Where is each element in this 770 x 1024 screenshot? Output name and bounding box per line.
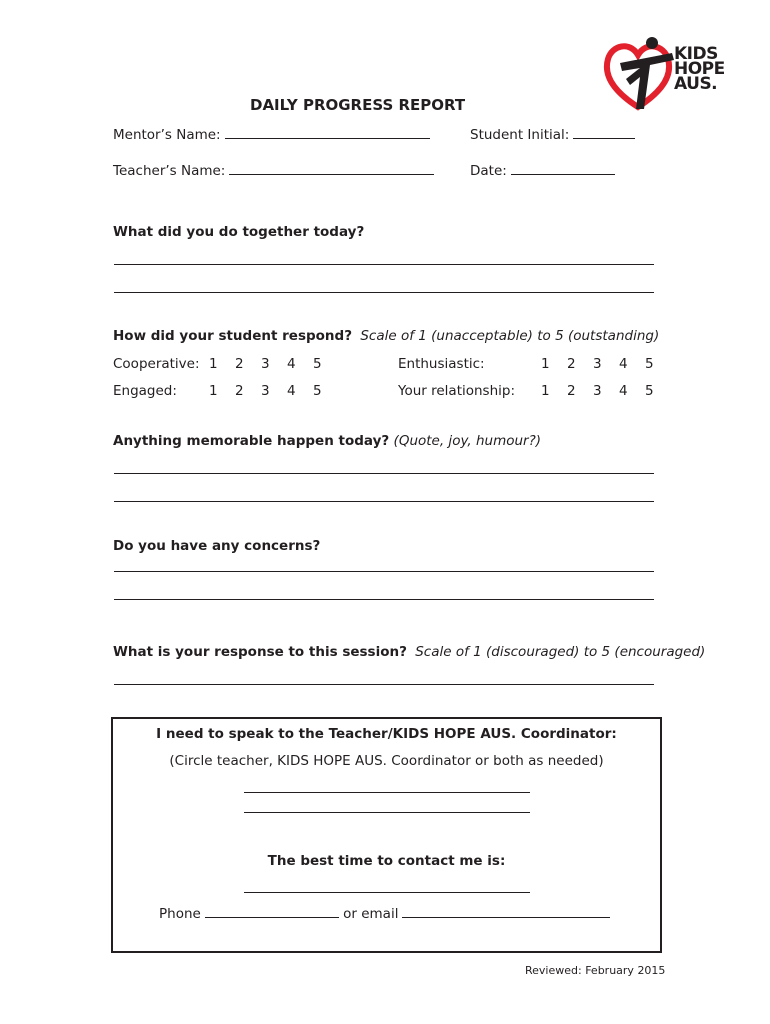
rating-option[interactable]: 5 (645, 356, 654, 372)
logo-text-hope: HOPE (674, 59, 725, 79)
logo-text-kids: KIDS (674, 44, 718, 64)
mentor-name-label: Mentor’s Name: (113, 127, 221, 143)
student-initial-field[interactable] (470, 127, 635, 143)
rating-option[interactable]: 2 (235, 356, 244, 372)
rating-option[interactable]: 2 (567, 356, 576, 372)
best-time-label: The best time to contact me is: (267, 853, 506, 869)
contact-name-line[interactable] (244, 792, 530, 793)
q4-answer-line[interactable] (114, 571, 654, 572)
q3-label: Anything memorable happen today? (113, 433, 390, 449)
q5-heading (113, 644, 705, 660)
q3-answer-line[interactable] (114, 473, 654, 474)
email-line[interactable] (402, 916, 610, 918)
q2-label: How did your student respond? (113, 328, 353, 344)
page-title: DAILY PROGRESS REPORT (250, 96, 466, 114)
q5-hint: Scale of 1 (discouraged) to 5 (encouraged) (415, 644, 706, 660)
phone-line[interactable] (205, 916, 339, 918)
best-time-line[interactable] (244, 892, 530, 893)
rating-option[interactable]: 2 (567, 383, 576, 399)
rating-option[interactable]: 1 (541, 383, 550, 399)
q1-answer-line[interactable] (114, 264, 654, 265)
q3-answer-line[interactable] (114, 501, 654, 502)
q2-hint: Scale of 1 (unacceptable) to 5 (outstanding) (360, 328, 660, 344)
contact-subtext: (Circle teacher, KIDS HOPE AUS. Coordinator or both as needed) (169, 753, 604, 769)
date-line[interactable] (511, 173, 615, 175)
date-field[interactable] (470, 163, 615, 179)
rating-enthusiastic-label: Enthusiastic: (398, 356, 485, 372)
rating-relationship-label: Your relationship: (398, 383, 516, 399)
teacher-name-field[interactable] (113, 163, 434, 179)
kids-hope-logo (600, 33, 730, 113)
student-initial-line[interactable] (573, 137, 635, 139)
q2-heading (113, 328, 659, 344)
q4-answer-line[interactable] (114, 599, 654, 600)
rating-option[interactable]: 4 (619, 356, 628, 372)
rating-option[interactable]: 4 (619, 383, 628, 399)
rating-relationship-scale[interactable] (541, 383, 655, 399)
q5-answer-line[interactable] (114, 684, 654, 685)
contact-coordinator-box (111, 717, 662, 953)
q5-label: What is your response to this session? (113, 644, 407, 660)
teacher-name-label: Teacher’s Name: (113, 163, 226, 179)
rating-option[interactable]: 1 (541, 356, 550, 372)
rating-option[interactable]: 3 (593, 383, 602, 399)
q3-heading (113, 433, 541, 449)
rating-option[interactable]: 3 (261, 383, 270, 399)
rating-engaged-label: Engaged: (113, 383, 177, 399)
rating-engaged-scale[interactable] (209, 383, 339, 399)
rating-option[interactable]: 3 (261, 356, 270, 372)
rating-option[interactable]: 5 (645, 383, 654, 399)
q3-hint: (Quote, joy, humour?) (393, 433, 542, 449)
contact-heading: I need to speak to the Teacher/KIDS HOPE AUS. Coordinator: (156, 726, 617, 742)
rating-option[interactable]: 5 (313, 383, 322, 399)
rating-option[interactable]: 1 (209, 383, 218, 399)
rating-cooperative-label: Cooperative: (113, 356, 200, 372)
rating-option[interactable]: 4 (287, 356, 296, 372)
mentor-name-field[interactable] (113, 127, 430, 143)
phone-email-row (159, 906, 610, 922)
rating-option[interactable]: 1 (209, 356, 218, 372)
rating-option[interactable]: 5 (313, 356, 322, 372)
mentor-name-line[interactable] (225, 137, 430, 139)
date-label: Date: (470, 163, 507, 179)
student-initial-label: Student Initial: (470, 127, 570, 143)
or-email-label: or email (343, 906, 399, 922)
contact-name-line[interactable] (244, 812, 530, 813)
q4-label: Do you have any concerns? (113, 538, 321, 554)
teacher-name-line[interactable] (229, 173, 434, 175)
reviewed-date: Reviewed: February 2015 (525, 964, 666, 977)
rating-cooperative-scale[interactable] (209, 356, 339, 372)
rating-enthusiastic-scale[interactable] (541, 356, 655, 372)
rating-option[interactable]: 2 (235, 383, 244, 399)
q1-label: What did you do together today? (113, 224, 365, 240)
rating-option[interactable]: 3 (593, 356, 602, 372)
logo-text-aus: AUS. (674, 74, 718, 94)
q1-answer-line[interactable] (114, 292, 654, 293)
phone-label: Phone (159, 906, 201, 922)
rating-option[interactable]: 4 (287, 383, 296, 399)
